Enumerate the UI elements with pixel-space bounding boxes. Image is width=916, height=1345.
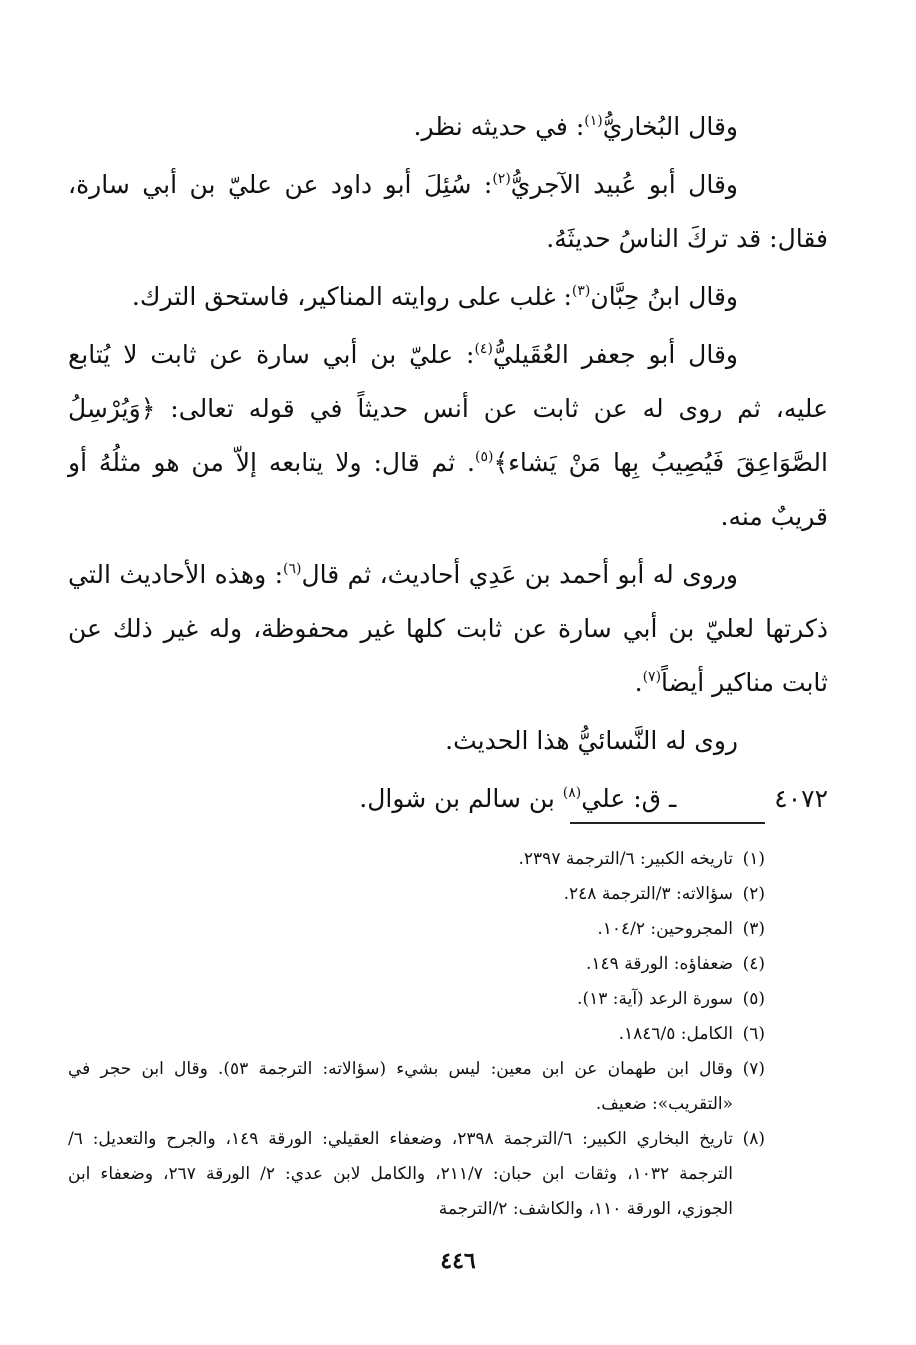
footnote-text: سورة الرعد (آية: ١٣). [577,989,733,1009]
footnote-3 [68,912,765,947]
text-run: وقال أبو عُبيد الآجريُّ [510,170,738,199]
footnote-text: وقال ابن طهمان عن ابن معين: ليس بشيء (سؤالاته: الترجمة ٥٣). وقال ابن حجر في «التقريب»: ضعيف. [68,1059,733,1114]
paragraph-nasai [68,714,828,768]
footnote-text: سؤالاته: ٣/الترجمة ٢٤٨. [563,884,733,904]
text-run: : وهذه الأحاديث التي ذكرتها لعليّ بن أبي سارة عن ثابت كلها غير محفوظة، وله غير ذلك عن ثابت مناكير أيضاً [68,560,828,697]
footnotes [68,842,765,1227]
footnote-ref[interactable]: (١) [584,113,603,129]
text-run: : في حديثه نظر. [413,112,585,141]
footnote-7 [68,1052,765,1122]
page-number: ٤٤٦ [440,1248,476,1274]
footnote-ref[interactable]: (٨) [562,785,582,801]
entry-number: ٤٠٧٢ ـ ق: علي [581,784,828,813]
paragraph-ajurri [68,158,828,266]
paragraph-ibn-hibban [68,270,828,324]
footnote-ref[interactable]: (٣) [571,283,591,299]
footnote-ref[interactable]: (٤) [474,341,493,357]
footnote-separator [570,822,765,824]
text-run: وروى له أبو أحمد بن عَدِي أحاديث، ثم قال [301,560,738,589]
text-run: : غلب على روايته المناكير، فاستحق الترك. [131,282,572,311]
text-run: وقال البُخاريُّ [602,112,738,141]
text-run: . ثم قال: ولا يتابعه إلاّ من هو مثلُهُ أو قريبٌ منه. [68,448,828,531]
footnote-5 [68,982,765,1017]
text-run: روى له النَّسائيُّ هذا الحديث. [445,726,738,755]
footnote-text: تاريخ البخاري الكبير: ٦/الترجمة ٢٣٩٨، وضعفاء العقيلي: الورقة ١٤٩، والجرح والتعديل: ٦/الترجمة ١٠٣٢، وثقات ابن حبان: ٢١١/٧، والكامل لابن عدي: ٢/ الورقة ٢٦٧، وضعفاء ابن الجوزي، الورقة ١١٠، والكاشف: ٢/الترجمة [68,1129,734,1219]
footnote-number: (١) [742,849,765,869]
main-text [68,100,828,826]
footnote-ref[interactable]: (٦) [283,561,302,577]
text-run: : عليّ بن أبي سارة عن ثابت لا يُتابع عليه، ثم روى له عن ثابت عن أنس حديثاً في قوله تعالى: ﴿وَيُرْسِلُ الصَّوَاعِقَ فَيُصِيبُ بِها مَنْ يَشاء﴾ [68,340,828,477]
entry-heading [68,772,828,826]
text-run: وقال ابنُ حِبَّان [590,282,738,311]
footnote-number: (٨) [742,1129,765,1149]
footnote-2 [68,877,765,912]
footnote-number: (٥) [742,989,765,1009]
footnote-number: (٦) [742,1024,765,1044]
entry-name: بن سالم بن شوال. [359,784,563,813]
footnote-number: (٣) [742,919,765,939]
footnote-ref[interactable]: (٧) [642,669,662,685]
paragraph-uqayli [68,328,828,544]
footnote-8 [68,1122,765,1227]
text-run: وقال أبو جعفر العُقَيليُّ [492,340,738,369]
footnote-number: (٤) [742,954,765,974]
paragraph-bukhari [68,100,828,154]
footnote-number: (٢) [742,884,765,904]
footnote-4 [68,947,765,982]
paragraph-ibn-adi [68,548,828,710]
footnote-text: المجروحين: ١٠٤/٢. [597,919,733,939]
footnote-ref[interactable]: (٢) [492,171,511,187]
text-run: : سُئِلَ أبو داود عن عليّ بن أبي سارة، فقال: قد تركَ الناسُ حديثَهُ. [68,170,828,253]
footnote-text: الكامل: ١٨٤٦/٥. [618,1024,733,1044]
footnote-1 [68,842,765,877]
footnote-ref[interactable]: (٥) [475,449,494,465]
text-run: . [634,668,643,697]
footnote-number: (٧) [742,1059,765,1079]
footnote-text: ضعفاؤه: الورقة ١٤٩. [585,954,733,974]
footnote-text: تاريخه الكبير: ٦/الترجمة ٢٣٩٧. [518,849,733,869]
footnote-6 [68,1017,765,1052]
